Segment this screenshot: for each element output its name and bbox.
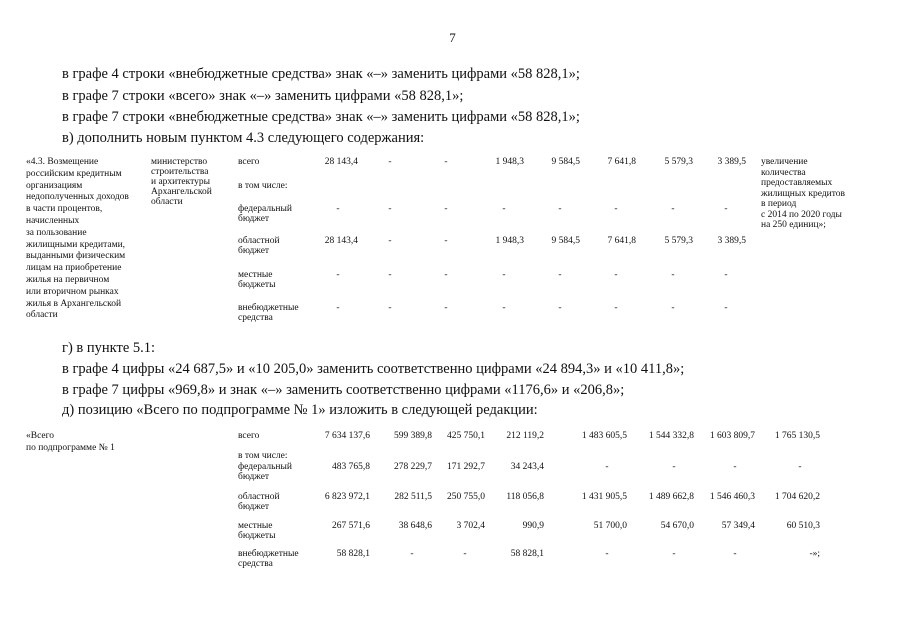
value-cell: - xyxy=(444,236,448,246)
row-label: бюджеты xyxy=(238,531,276,541)
value-cell: - xyxy=(672,462,676,472)
value-cell: 54 670,0 xyxy=(660,521,694,531)
value-cell: 278 229,7 xyxy=(394,462,432,472)
value-cell: 171 292,7 xyxy=(447,462,485,472)
result-line: предоставляемых xyxy=(761,178,833,188)
name-line: лицам на приобретение xyxy=(26,263,122,274)
value-cell: 990,9 xyxy=(522,521,544,531)
value-cell: - xyxy=(558,303,562,313)
value-cell: - xyxy=(724,303,728,313)
value-cell: 7 634 137,6 xyxy=(324,431,370,441)
result-line: на 250 единиц»; xyxy=(761,220,826,230)
value-cell: 58 828,1 xyxy=(336,549,370,559)
value-cell: - xyxy=(502,204,506,214)
executor-line: строительства xyxy=(151,167,209,177)
name-line: жилья на первичном xyxy=(26,275,110,285)
value-cell: 58 828,1 xyxy=(510,549,544,559)
paragraph: в графе 7 строки «внебюджетные средства» знак «–» заменить цифрами «58 828,1»; xyxy=(62,109,580,125)
value-cell: 57 349,4 xyxy=(721,521,755,531)
value-cell: 34 243,4 xyxy=(510,462,544,472)
name-line: выданными физическим xyxy=(26,251,126,262)
value-cell: - xyxy=(388,303,392,313)
value-cell: - xyxy=(444,204,448,214)
executor-line: и архитектуры xyxy=(151,177,211,187)
row-label: местные xyxy=(238,521,273,531)
value-cell: - xyxy=(388,236,392,246)
paragraph: в графе 7 цифры «969,8» и знак «–» заменить соответственно цифрами «1176,6» и «206,8»; xyxy=(62,382,625,398)
paragraph: д) позицию «Всего по подпрограмме № 1» изложить в следующей редакции: xyxy=(62,402,538,418)
paragraph: в) дополнить новым пунктом 4.3 следующего содержания: xyxy=(62,130,425,146)
value-cell: 118 056,8 xyxy=(506,492,544,502)
value-cell: 1 483 605,5 xyxy=(581,431,627,441)
name-line: жилищными кредитами, xyxy=(26,239,126,250)
executor-line: области xyxy=(151,197,183,207)
row-label: средства xyxy=(238,559,273,569)
value-cell: - xyxy=(388,270,392,280)
value-cell: - xyxy=(502,303,506,313)
row-label: в том числе: xyxy=(238,181,288,191)
row-label: всего xyxy=(238,157,260,167)
value-cell: - xyxy=(336,303,340,313)
value-cell: 1 603 809,7 xyxy=(709,431,755,441)
row-label: бюджет xyxy=(238,502,270,512)
value-cell: - xyxy=(614,270,618,280)
name-line: недополученных доходов xyxy=(26,192,129,203)
value-cell: - xyxy=(671,204,675,214)
value-cell: 3 389,5 xyxy=(717,236,746,246)
value-cell: - xyxy=(605,462,609,472)
name-line: по подпрограмме № 1 xyxy=(26,442,115,453)
row-label: бюджет xyxy=(238,214,270,224)
row-label: федеральный xyxy=(238,204,292,214)
row-label: всего xyxy=(238,431,260,441)
value-cell: - xyxy=(558,204,562,214)
row-label: местные xyxy=(238,270,273,280)
value-cell: - xyxy=(388,204,392,214)
value-cell: 1 546 460,3 xyxy=(709,492,755,502)
value-cell: - xyxy=(614,204,618,214)
result-line: увеличение xyxy=(761,157,808,167)
name-line: или вторичном рынках xyxy=(26,286,119,297)
value-cell: 3 389,5 xyxy=(717,157,746,167)
row-label: областной xyxy=(238,492,280,502)
value-cell: 5 579,3 xyxy=(664,157,693,167)
value-cell: 1 948,3 xyxy=(495,236,524,246)
value-cell: - xyxy=(733,462,737,472)
result-line: в период xyxy=(761,199,797,209)
value-cell: 282 511,5 xyxy=(394,492,432,502)
value-cell: - xyxy=(444,303,448,313)
name-line: области xyxy=(26,310,58,321)
value-cell: 7 641,8 xyxy=(607,236,636,246)
executor-line: Архангельской xyxy=(151,187,212,197)
value-cell: - xyxy=(558,270,562,280)
paragraph: в графе 4 строки «внебюджетные средства» знак «–» заменить цифрами «58 828,1»; xyxy=(62,66,580,82)
value-cell: -»; xyxy=(809,549,820,559)
result-line: жилищных кредитов xyxy=(761,188,846,199)
value-cell: - xyxy=(671,303,675,313)
value-cell: 1 544 332,8 xyxy=(648,431,694,441)
value-cell: 6 823 972,1 xyxy=(324,492,370,502)
value-cell: 28 143,4 xyxy=(324,157,358,167)
value-cell: 599 389,8 xyxy=(394,431,432,441)
value-cell: 267 571,6 xyxy=(332,521,370,531)
row-label: бюджет xyxy=(238,472,270,482)
row-label: внебюджетные xyxy=(238,303,299,313)
row-label: в том числе: xyxy=(238,451,288,461)
value-cell: 250 755,0 xyxy=(447,492,485,502)
value-cell: 1 489 662,8 xyxy=(648,492,694,502)
name-line: начисленных xyxy=(26,216,80,226)
paragraph: г) в пункте 5.1: xyxy=(62,340,156,356)
executor-line: министерство xyxy=(151,157,208,167)
row-label: федеральный xyxy=(238,462,292,472)
value-cell: - xyxy=(444,270,448,280)
value-cell: - xyxy=(444,157,448,167)
name-line: за пользование xyxy=(26,227,87,238)
value-cell: 425 750,1 xyxy=(447,431,485,441)
value-cell: 60 510,3 xyxy=(786,521,820,531)
value-cell: - xyxy=(605,549,609,559)
name-line: организациям xyxy=(26,180,83,191)
row-label: средства xyxy=(238,313,273,323)
value-cell: 212 119,2 xyxy=(506,431,544,441)
value-cell: 1 431 905,5 xyxy=(581,492,627,502)
value-cell: - xyxy=(336,204,340,214)
page-number: 7 xyxy=(449,30,456,45)
name-line: в части процентов, xyxy=(26,204,103,215)
value-cell: 3 702,4 xyxy=(456,521,485,531)
value-cell: 483 765,8 xyxy=(332,462,370,472)
value-cell: - xyxy=(463,549,467,559)
value-cell: - xyxy=(724,270,728,280)
value-cell: 28 143,4 xyxy=(324,236,358,246)
value-cell: 5 579,3 xyxy=(664,236,693,246)
value-cell: - xyxy=(671,270,675,280)
name-line: «4.3. Возмещение xyxy=(26,157,99,167)
value-cell: 1 948,3 xyxy=(495,157,524,167)
value-cell: 51 700,0 xyxy=(593,521,627,531)
value-cell: - xyxy=(733,549,737,559)
paragraph: в графе 4 цифры «24 687,5» и «10 205,0» заменить соответственно цифрами «24 894,3» и «10 411,8»; xyxy=(62,361,685,377)
result-line: с 2014 по 2020 годы xyxy=(761,209,842,220)
value-cell: 7 641,8 xyxy=(607,157,636,167)
value-cell: 1 765 130,5 xyxy=(774,431,820,441)
value-cell: 9 584,5 xyxy=(551,236,580,246)
value-cell: 9 584,5 xyxy=(551,157,580,167)
row-label: областной xyxy=(238,236,280,246)
value-cell: - xyxy=(798,462,802,472)
name-line: «Всего xyxy=(26,431,55,441)
value-cell: 38 648,6 xyxy=(398,521,432,531)
value-cell: - xyxy=(614,303,618,313)
row-label: бюджеты xyxy=(238,280,276,290)
name-line: жилья в Архангельской xyxy=(26,298,122,309)
value-cell: - xyxy=(388,157,392,167)
row-label: внебюджетные xyxy=(238,549,299,559)
value-cell: 1 704 620,2 xyxy=(774,492,820,502)
value-cell: - xyxy=(724,204,728,214)
value-cell: - xyxy=(672,549,676,559)
result-line: количества xyxy=(761,167,806,178)
value-cell: - xyxy=(502,270,506,280)
name-line: российским кредитным xyxy=(26,168,122,179)
value-cell: - xyxy=(336,270,340,280)
paragraph: в графе 7 строки «всего» знак «–» заменить цифрами «58 828,1»; xyxy=(62,88,464,104)
value-cell: - xyxy=(410,549,414,559)
row-label: бюджет xyxy=(238,246,270,256)
